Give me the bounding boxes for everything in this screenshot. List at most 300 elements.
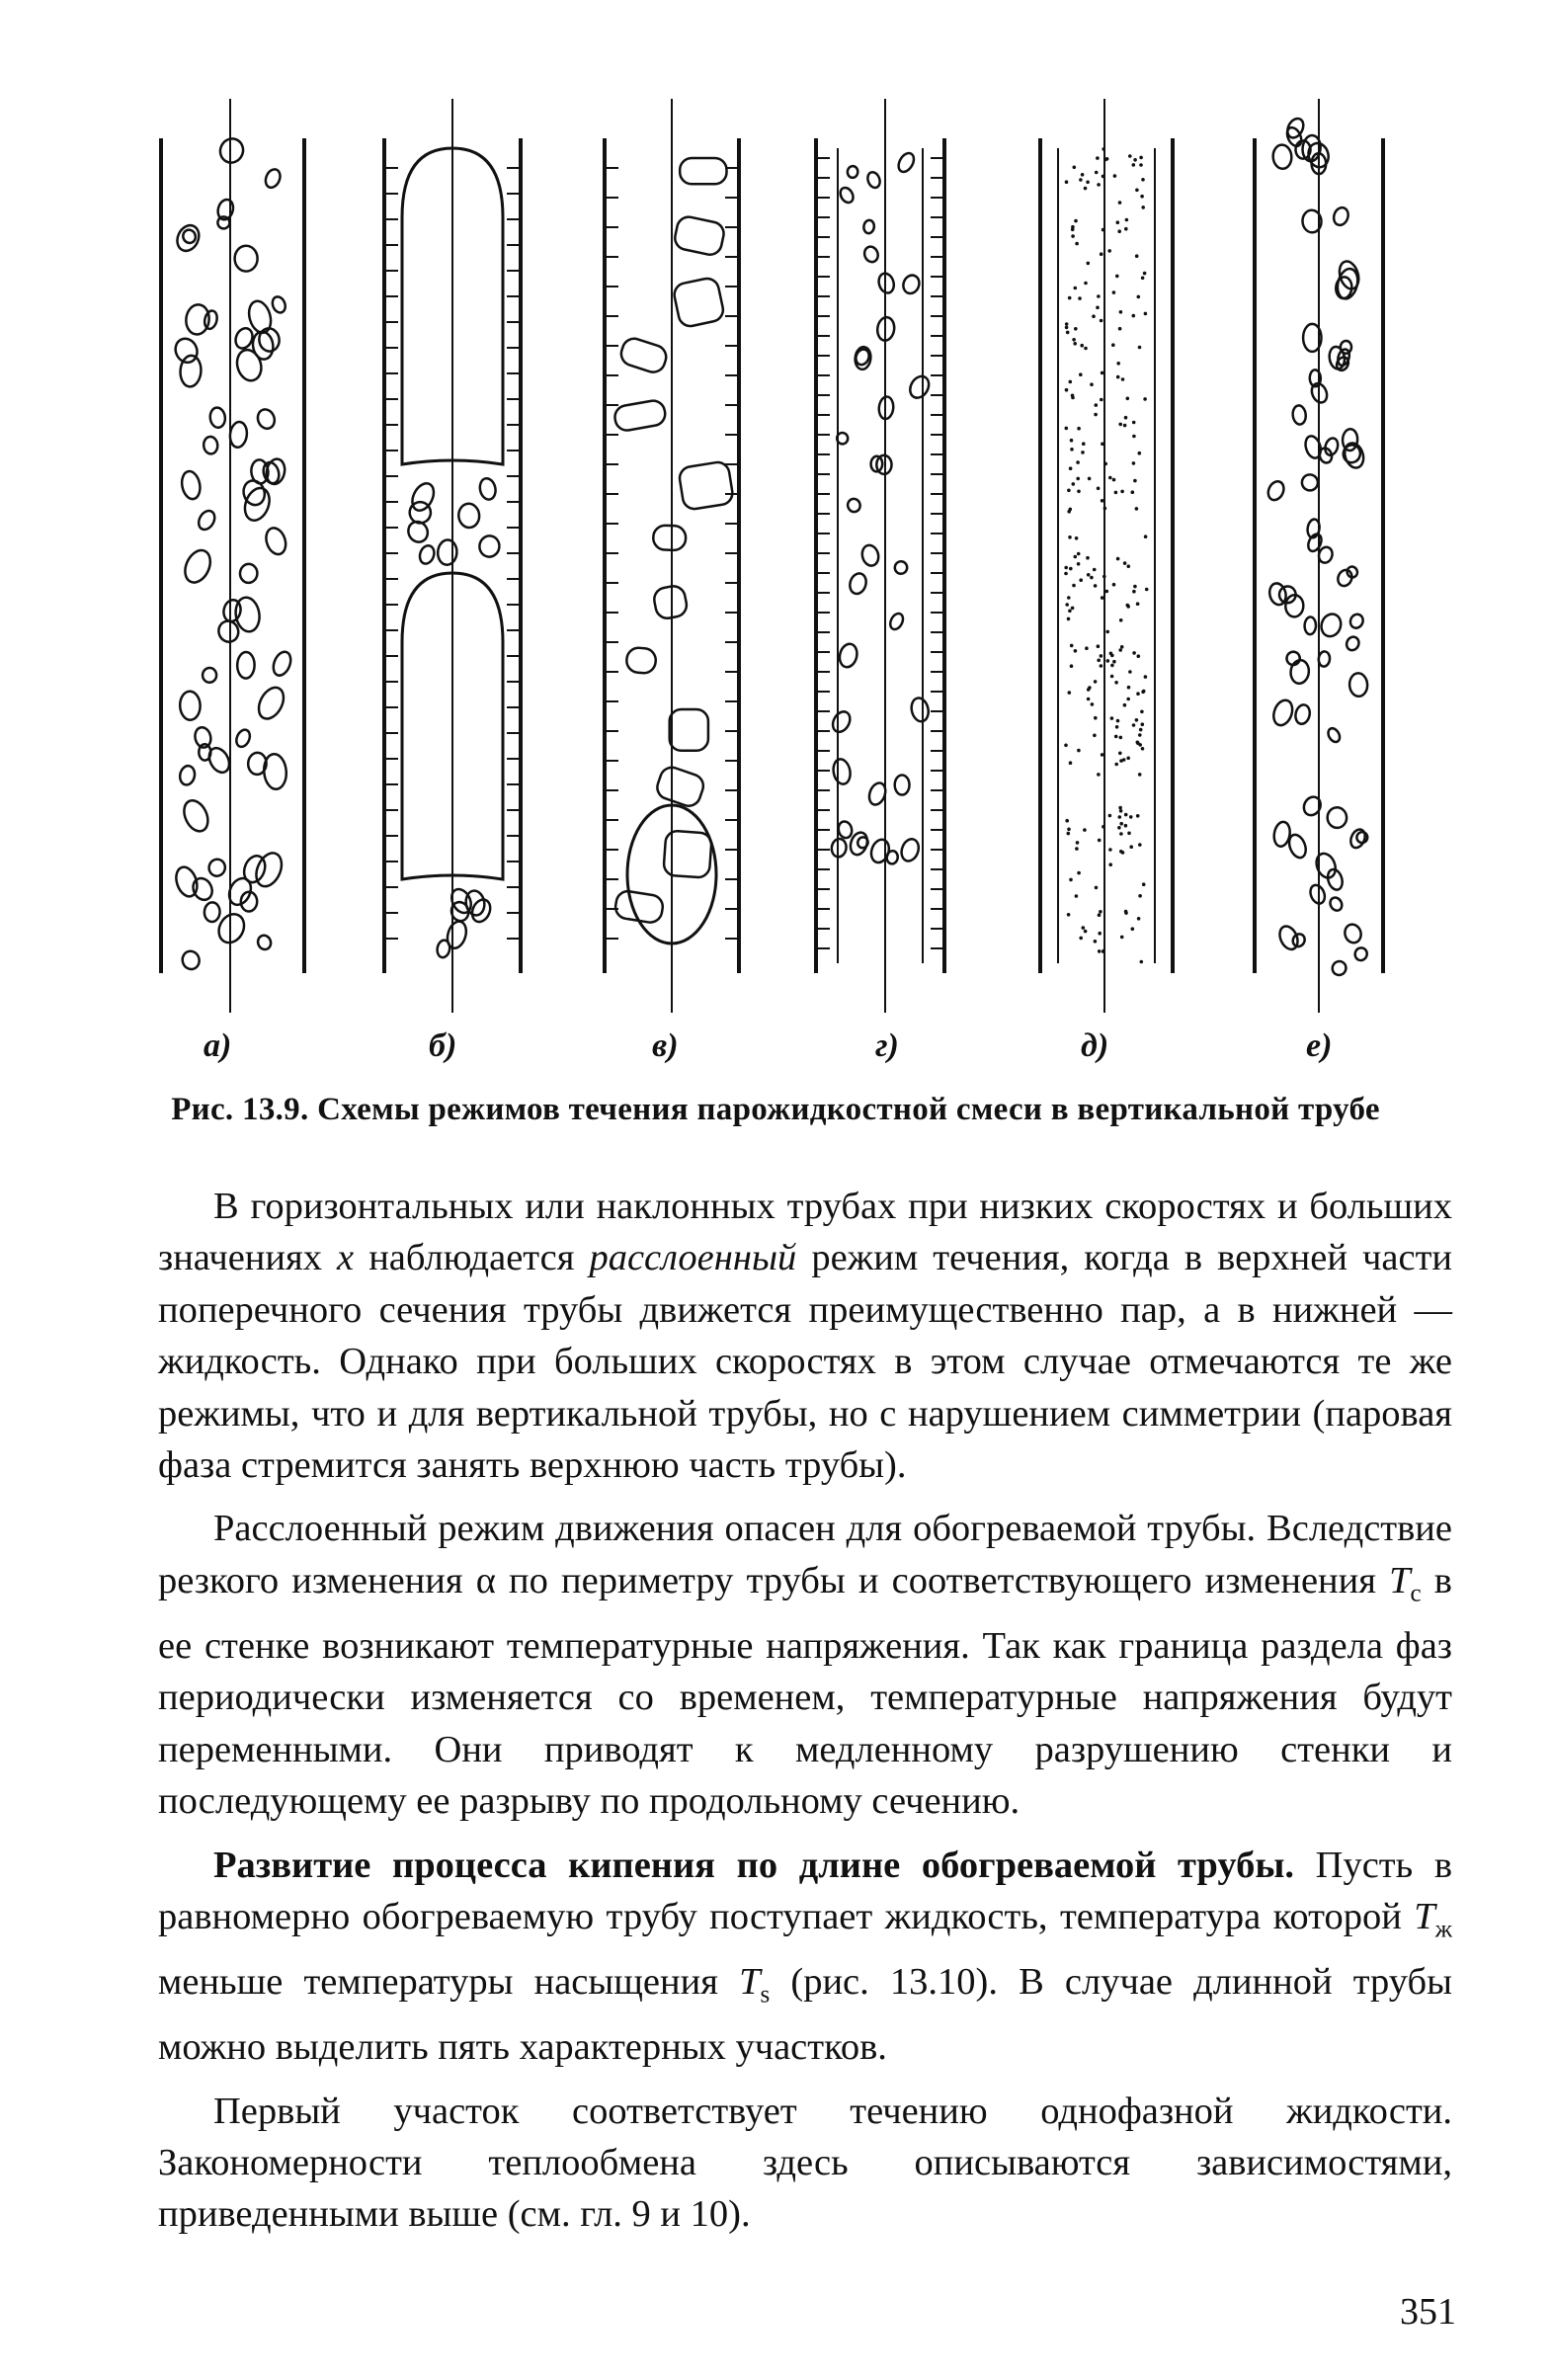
mist-droplet: [1116, 362, 1120, 366]
mist-droplet: [1065, 180, 1069, 184]
mist-droplet: [1116, 220, 1120, 224]
mist-droplet: [1132, 461, 1136, 465]
vapor-bubble: [895, 150, 917, 174]
mist-droplet: [1095, 886, 1099, 890]
mist-droplet: [1076, 460, 1080, 464]
vapor-bubble: [1300, 473, 1319, 492]
mist-droplet: [1139, 156, 1143, 160]
mist-droplet: [1098, 932, 1102, 936]
mist-droplet: [1087, 262, 1091, 266]
vapor-bubble: [1272, 144, 1292, 169]
vapor-bubble: [894, 560, 908, 574]
mist-droplet: [1144, 534, 1148, 538]
vapor-bubble: [478, 534, 501, 558]
mist-droplet: [1067, 913, 1071, 917]
var-t-s: T: [739, 1961, 761, 2004]
p1-text-2: наблюдается: [354, 1237, 590, 1279]
mist-droplet: [1064, 744, 1068, 748]
vapor-bubble: [1355, 831, 1369, 845]
var-t-c: T: [1389, 1559, 1411, 1601]
mist-droplet: [1076, 477, 1080, 481]
mist-droplet: [1074, 555, 1078, 559]
mist-droplet: [1101, 443, 1104, 447]
vapor-bubble: [237, 652, 255, 679]
panel-label-d: д): [1081, 1027, 1109, 1064]
vapor-bubble: [180, 469, 203, 500]
mist-droplet: [1131, 927, 1135, 931]
panel-label-e: е): [1306, 1027, 1333, 1064]
vapor-bubble: [228, 421, 248, 449]
vapor-bubble: [173, 222, 203, 255]
mist-droplet: [1072, 482, 1076, 486]
mist-droplet: [1119, 736, 1123, 740]
mist-droplet: [1097, 644, 1101, 648]
mist-droplet: [1071, 234, 1075, 238]
mist-droplet: [1118, 815, 1122, 819]
vapor-bubble: [1289, 659, 1310, 685]
mist-droplet: [1081, 173, 1085, 177]
mist-droplet: [1077, 552, 1081, 556]
mist-droplet: [1065, 603, 1069, 607]
mist-droplet: [1132, 435, 1136, 439]
mist-droplet: [1126, 698, 1130, 701]
mist-droplet: [1071, 394, 1075, 398]
vapor-bubble: [1285, 650, 1302, 667]
mist-droplet: [1080, 344, 1084, 348]
mist-droplet: [1138, 773, 1142, 777]
mist-droplet: [1126, 757, 1130, 761]
mist-droplet: [1064, 566, 1068, 570]
mist-droplet: [1115, 275, 1119, 279]
mist-droplet: [1108, 848, 1112, 852]
mist-droplet: [1132, 590, 1136, 594]
vapor-bubble: [408, 480, 438, 515]
mist-droplet: [1102, 228, 1105, 232]
mist-droplet: [1101, 499, 1104, 503]
vapor-bubble: [860, 543, 881, 567]
mist-droplet: [1094, 940, 1098, 944]
vapor-slug-fragment: [652, 584, 689, 620]
mist-droplet: [1082, 442, 1086, 446]
mist-droplet: [1116, 719, 1120, 723]
mist-droplet: [1098, 839, 1102, 843]
mist-droplet: [1094, 413, 1098, 417]
mist-droplet: [1138, 843, 1142, 847]
vapor-bubble: [204, 902, 220, 922]
mist-droplet: [1127, 832, 1131, 836]
p1-text-1: В горизонтальных или наклонных трубах при низких скоростях и больших значениях: [158, 1186, 1452, 1279]
mist-droplet: [1078, 296, 1082, 300]
mist-droplet: [1123, 703, 1127, 707]
mist-droplet: [1118, 806, 1122, 810]
mist-droplet: [1114, 491, 1118, 495]
vapor-bubble: [256, 934, 273, 951]
mist-droplet: [1073, 342, 1077, 346]
vapor-bubble: [180, 355, 203, 387]
mist-droplet: [1067, 832, 1071, 836]
mist-droplet: [1131, 490, 1135, 494]
mist-droplet: [1065, 326, 1069, 330]
mist-droplet: [1126, 397, 1130, 401]
mist-droplet: [1079, 372, 1083, 376]
mist-droplet: [1126, 605, 1130, 609]
mist-droplet: [1075, 536, 1079, 540]
mist-droplet: [1067, 596, 1071, 600]
vapor-bubble: [1301, 794, 1324, 819]
mist-droplet: [1119, 822, 1123, 826]
mist-droplet: [1086, 556, 1090, 560]
mist-droplet: [1114, 735, 1118, 739]
var-t-zh: T: [1414, 1895, 1435, 1937]
mist-droplet: [1079, 178, 1083, 182]
flow-regimes-figure: [0, 0, 1551, 1126]
paragraph-4: Первый участок соответствует течению однофазной жидкости. Закономерности теплообмена здесь описываются зависимостями, приведенными выше (см. гл. 9 и 10).: [158, 2090, 1452, 2236]
mist-droplet: [1132, 314, 1136, 318]
p1-text-3: режим течения, когда в верхней части поперечного сечения трубы движется преимущественно пар, а в нижней — жидкость. Однако при больших скоростях в этом случае отмечаются те же режимы, что и для вертикальной трубы, но с нарушением симметрии (паровая фаза стремится занять верхнюю часть трубы).: [158, 1237, 1453, 1487]
mist-droplet: [1141, 722, 1145, 726]
mist-droplet: [1136, 742, 1140, 746]
vapor-bubble: [846, 497, 861, 514]
mist-droplet: [1108, 814, 1112, 818]
mist-droplet: [1094, 716, 1098, 720]
mist-droplet: [1108, 476, 1112, 480]
mist-droplet: [1095, 403, 1099, 407]
vapor-bubble: [1343, 923, 1363, 945]
vapor-bubble: [901, 273, 922, 295]
mist-droplet: [1101, 371, 1104, 375]
vapor-bubble: [469, 897, 494, 925]
mist-droplet: [1067, 828, 1071, 832]
vapor-bubble: [203, 436, 217, 454]
vapor-bubble: [1276, 924, 1301, 952]
figure-caption: Рис. 13.9. Схемы режимов течения парожидкостной смеси в вертикальной трубе: [171, 1092, 1380, 1127]
vapor-bubble: [258, 327, 281, 353]
mist-droplet: [1138, 346, 1142, 350]
vapor-slug-fragment: [672, 277, 725, 328]
mist-droplet: [1112, 660, 1116, 664]
p2-text-1: Расслоенный режим движения опасен для обогреваемой трубы. Вследствие резкого изменения α по периметру трубы и соответствующего изменения: [158, 1508, 1452, 1601]
mist-droplet: [1133, 158, 1137, 162]
mist-droplet: [1069, 380, 1073, 384]
mist-droplet: [1124, 227, 1128, 231]
page-number: 351: [1400, 2291, 1456, 2333]
vapor-bubble: [865, 171, 881, 190]
mist-droplet: [1145, 588, 1149, 592]
vapor-bubble: [909, 697, 931, 723]
mist-droplet: [1075, 894, 1079, 898]
mist-droplet: [1074, 219, 1078, 223]
vapor-bubble: [1353, 946, 1369, 962]
mist-droplet: [1068, 296, 1072, 300]
mist-droplet: [1101, 596, 1104, 600]
vapor-bubble: [478, 477, 498, 501]
vapor-bubble: [196, 508, 218, 533]
vapor-slug-fragment: [680, 158, 726, 184]
mist-droplet: [1075, 847, 1079, 851]
vapor-bubble: [445, 919, 469, 950]
mist-droplet: [1117, 826, 1121, 830]
vapor-bubble: [405, 519, 432, 546]
vapor-bubble: [1328, 895, 1344, 912]
vapor-bubble: [190, 875, 215, 903]
mist-droplet: [1083, 828, 1087, 832]
mist-droplet: [1092, 314, 1096, 318]
mist-droplet: [1112, 478, 1116, 482]
mist-droplet: [1068, 691, 1072, 695]
mist-droplet: [1117, 229, 1121, 233]
vapor-bubble: [1332, 205, 1350, 227]
mist-droplet: [1119, 310, 1123, 314]
mist-droplet: [1084, 187, 1088, 191]
mist-droplet: [1068, 610, 1072, 614]
mist-droplet: [1118, 327, 1122, 331]
mist-droplet: [1139, 728, 1143, 732]
mist-droplet: [1098, 913, 1102, 917]
mist-droplet: [1136, 692, 1140, 696]
mist-droplet: [1144, 675, 1148, 679]
paragraph-3: [158, 1840, 1452, 2074]
mist-droplet: [1097, 773, 1101, 777]
p3-text-3: (рис. 13.10). В случае длинной трубы можно выделить пять характерных участков.: [158, 1961, 1452, 2069]
vapor-slug-fragment: [618, 336, 670, 375]
mist-droplet: [1137, 654, 1141, 658]
vapor-bubble: [251, 330, 275, 361]
vapor-bubble: [180, 691, 201, 720]
mist-droplet: [1133, 479, 1137, 483]
sub-s: s: [760, 1981, 771, 2009]
mist-droplet: [1103, 158, 1107, 162]
vapor-bubble: [221, 598, 242, 622]
vapor-bubble: [436, 940, 450, 958]
vapor-bubble: [207, 858, 227, 877]
mist-droplet: [1067, 617, 1071, 621]
mist-droplet: [1097, 659, 1101, 663]
vapor-bubble: [886, 850, 899, 864]
vapor-bubble: [1304, 616, 1316, 634]
mist-droplet: [1119, 832, 1123, 836]
p3-text-1: Пусть в равномерно обогреваемую трубу поступает жидкость, температура которой: [158, 1844, 1453, 1937]
mist-droplet: [1141, 178, 1145, 182]
mist-droplet: [1073, 166, 1077, 170]
mist-droplet: [1095, 171, 1099, 175]
mist-droplet: [1112, 290, 1116, 294]
mist-droplet: [1140, 960, 1144, 964]
panel-label-a: а): [204, 1027, 232, 1064]
mist-droplet: [1069, 466, 1073, 470]
vapor-bubble: [899, 837, 922, 863]
mist-droplet: [1141, 205, 1145, 209]
mist-droplet: [1068, 535, 1072, 539]
mist-droplet: [1086, 181, 1090, 185]
vapor-bubble: [216, 135, 247, 167]
mist-droplet: [1100, 252, 1103, 256]
vapor-bubble: [180, 949, 201, 972]
mist-droplet: [1065, 427, 1069, 431]
mist-droplet: [1135, 254, 1139, 258]
mist-droplet: [1112, 583, 1116, 587]
vapor-bubble: [178, 765, 196, 786]
mist-droplet: [1123, 424, 1127, 428]
vapor-bubble: [255, 407, 277, 431]
paragraph-1: [158, 1181, 1452, 1491]
mist-droplet: [1088, 477, 1092, 481]
mist-droplet: [1102, 825, 1105, 829]
vapor-bubble: [876, 272, 896, 295]
mist-droplet: [1110, 716, 1114, 720]
mist-droplet: [1076, 841, 1080, 845]
mist-droplet: [1120, 490, 1124, 494]
vapor-slug-fragment: [654, 765, 706, 809]
mist-droplet: [1097, 487, 1101, 491]
mist-droplet: [1094, 680, 1098, 684]
mist-droplet: [1107, 249, 1111, 253]
vapor-bubble: [180, 546, 214, 587]
mist-droplet: [1129, 815, 1133, 819]
panel-label-g: г): [875, 1027, 899, 1064]
vapor-bubble: [1292, 405, 1307, 425]
mist-droplet: [1114, 763, 1118, 767]
mist-droplet: [1077, 427, 1081, 431]
vapor-bubble: [1318, 651, 1331, 667]
vapor-bubble: [457, 503, 480, 529]
vapor-bubble: [263, 167, 283, 190]
mist-droplet: [1132, 163, 1136, 167]
paragraph-2: [158, 1503, 1452, 1827]
mist-droplet: [1087, 573, 1091, 577]
vapor-bubble: [1318, 447, 1334, 464]
mist-droplet: [1074, 327, 1078, 331]
mist-droplet: [1096, 306, 1100, 310]
vapor-bubble: [847, 166, 857, 179]
mist-droplet: [1094, 584, 1098, 588]
mist-droplet: [1124, 824, 1128, 828]
mist-droplet: [1070, 439, 1074, 443]
mist-droplet: [1070, 644, 1074, 648]
mist-droplet: [1128, 154, 1132, 158]
mist-droplet: [1074, 287, 1078, 290]
mist-droplet: [1066, 331, 1070, 335]
mist-droplet: [1098, 949, 1102, 953]
vapor-slug-fragment: [673, 214, 726, 257]
mist-droplet: [1093, 734, 1097, 738]
vapor-bubble: [437, 539, 457, 565]
vapor-bubble: [270, 649, 293, 678]
mist-droplet: [1118, 201, 1122, 205]
mist-droplet: [1132, 723, 1136, 727]
vapor-bubble: [836, 432, 849, 445]
mist-droplet: [1118, 752, 1122, 756]
vapor-bubble: [233, 347, 265, 383]
mist-droplet: [1114, 681, 1118, 685]
mist-droplet: [1070, 448, 1074, 451]
mist-droplet: [1124, 813, 1128, 817]
mist-droplet: [1135, 189, 1139, 193]
vapor-bubble: [181, 228, 198, 245]
mist-droplet: [1093, 568, 1097, 572]
mist-droplet: [1136, 814, 1140, 818]
mist-droplet: [1110, 675, 1114, 679]
mist-droplet: [1124, 910, 1128, 914]
mist-droplet: [1125, 218, 1129, 222]
mist-droplet: [1143, 397, 1147, 401]
mist-droplet: [1119, 759, 1123, 763]
vapor-bubble: [234, 728, 253, 749]
mist-droplet: [1090, 576, 1094, 580]
mist-droplet: [1097, 294, 1101, 298]
vapor-bubble: [1313, 851, 1339, 880]
mist-droplet: [1127, 686, 1131, 690]
mist-droplet: [1077, 871, 1081, 875]
mist-droplet: [1142, 690, 1146, 694]
mist-droplet: [1102, 147, 1105, 151]
mist-droplet: [1141, 747, 1145, 751]
mist-droplet: [1077, 490, 1081, 494]
mist-droplet: [1102, 175, 1105, 179]
vapor-bubble: [862, 245, 880, 264]
mist-droplet: [1106, 659, 1110, 663]
mist-droplet: [1119, 809, 1123, 813]
panel-label-b: б): [429, 1027, 457, 1064]
mist-droplet: [1136, 602, 1140, 606]
vapor-slug-fragment: [613, 399, 668, 433]
mist-droplet: [1069, 567, 1073, 571]
mist-droplet: [1101, 753, 1104, 757]
mist-droplet: [1087, 698, 1091, 701]
vapor-bubble: [263, 526, 289, 557]
vapor-bubble: [1294, 703, 1312, 725]
sub-zh: ж: [1434, 1916, 1452, 1943]
mist-droplet: [1067, 489, 1071, 493]
mist-droplet: [1085, 646, 1089, 650]
term-stratified: расслоенный: [589, 1237, 797, 1279]
vapor-bubble: [838, 642, 859, 669]
mist-droplet: [1143, 272, 1147, 276]
mist-droplet: [1118, 423, 1122, 427]
mist-droplet: [1072, 584, 1076, 588]
vapor-slug-fragment: [678, 460, 734, 510]
mist-droplet: [1135, 718, 1139, 722]
vapor-bubble: [203, 309, 218, 330]
mist-droplet: [1065, 322, 1069, 326]
mist-droplet: [1091, 702, 1095, 706]
mist-droplet: [1069, 761, 1073, 765]
vapor-bubble: [848, 571, 868, 596]
vapor-bubble: [185, 303, 210, 335]
mist-droplet: [1140, 195, 1144, 199]
mist-droplet: [1116, 557, 1120, 561]
mist-droplet: [1105, 590, 1109, 594]
mist-droplet: [1074, 649, 1078, 653]
vapor-bubble: [1345, 635, 1361, 653]
mist-droplet: [1067, 510, 1071, 514]
vapor-slug-fragment: [670, 709, 708, 751]
vapor-bubble: [895, 776, 910, 795]
mist-droplet: [1108, 862, 1112, 866]
mist-droplet: [1128, 670, 1132, 674]
p3-text-2: меньше температуры насыщения: [158, 1961, 740, 2004]
mist-droplet: [1090, 382, 1094, 386]
mist-droplet: [1065, 388, 1069, 392]
section-heading: Развитие процесса кипения по длине обогреваемой трубы.: [213, 1844, 1295, 1886]
var-x: x: [337, 1237, 355, 1279]
mist-droplet: [1111, 343, 1115, 347]
mist-droplet: [1064, 572, 1068, 576]
mist-droplet: [1123, 561, 1127, 565]
mist-droplet: [1138, 451, 1142, 455]
mist-droplet: [1129, 845, 1133, 849]
mist-droplet: [1071, 225, 1075, 229]
vapor-bubble: [1270, 698, 1295, 728]
